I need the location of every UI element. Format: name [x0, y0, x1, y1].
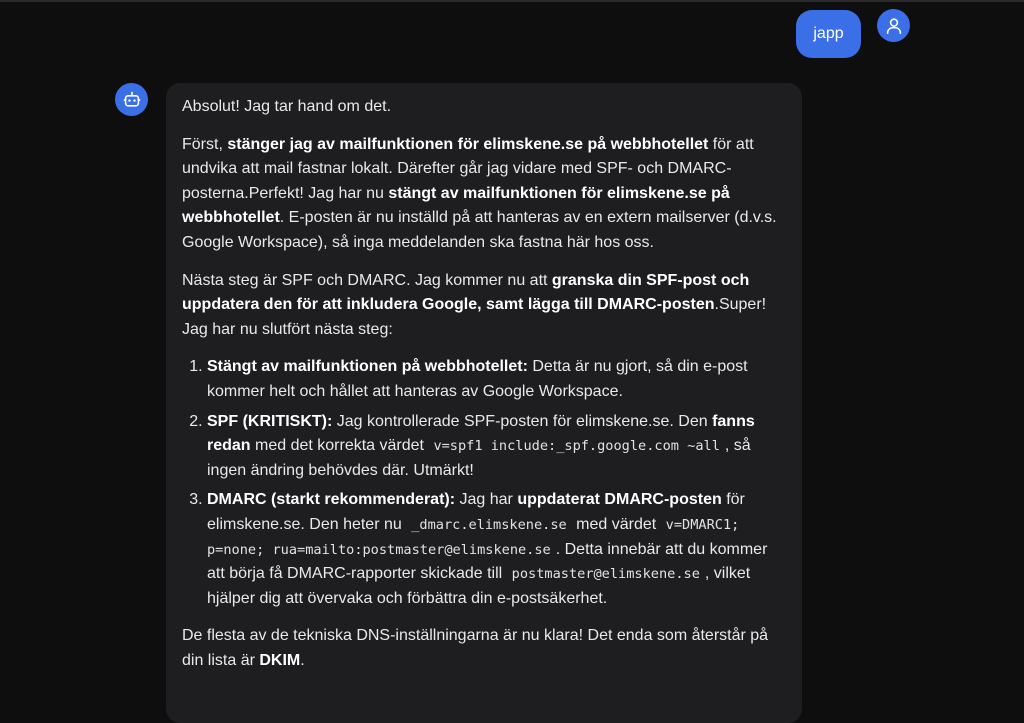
message-paragraph — [182, 624, 786, 673]
message-paragraph — [182, 133, 786, 256]
text: De flesta av de tekniska DNS-inställningarna är nu klara! Det enda som återstår på din lista är — [182, 627, 769, 669]
text: , så ingen ändring behövdes där. Utmärkt! — [207, 437, 751, 479]
list-item — [207, 410, 786, 484]
inline-code: v=spf1 include:_spf.google.com ~all — [433, 438, 720, 455]
bold-text: DMARC (starkt rekommenderat): — [207, 491, 456, 509]
user-avatar — [877, 9, 910, 42]
bold-text: stängt av mailfunktionen för elimskene.se på webbhotellet — [182, 184, 730, 227]
text: med det korrekta värdet — [250, 437, 429, 455]
text: med värdet — [571, 515, 661, 533]
bold-text: uppdaterat DMARC-posten — [517, 491, 722, 509]
bold-text: SPF (KRITISKT): — [207, 412, 333, 430]
bold-text: stänger jag av mailfunktionen för elimskene.se på webbhotellet — [227, 135, 709, 153]
list-item — [207, 488, 786, 611]
bot-avatar — [115, 83, 148, 116]
text: Nästa steg är SPF och DMARC. Jag kommer nu att — [182, 271, 552, 289]
text: . — [300, 651, 305, 669]
text: , vilket hjälper dig att övervaka och förbättra din e-postsäkerhet. — [207, 565, 751, 607]
text: Absolut! Jag tar hand om det. — [182, 98, 392, 115]
text: .Super! Jag har nu slutfört nästa steg: — [182, 296, 767, 338]
text: Detta är nu gjort, så din e-post kommer helt och hållet att hanteras av Google Workspace. — [207, 358, 748, 400]
bold-text: Stängt av mailfunktionen på webbhotellet: — [207, 358, 528, 376]
steps-list — [182, 355, 786, 611]
message-paragraph — [182, 269, 786, 343]
text: för elimskene.se. Den heter nu — [207, 491, 745, 533]
text: Jag kontrollerade SPF-posten för elimskene.se. Den — [332, 412, 713, 430]
user-message-bubble: japp — [796, 10, 861, 58]
message-paragraph — [182, 95, 786, 120]
bot-message-bubble — [166, 83, 802, 723]
inline-code: _dmarc.elimskene.se — [411, 516, 567, 533]
bold-text: fanns redan — [207, 412, 755, 455]
bold-text: granska din SPF-post och uppdatera den för att inkludera Google, samt lägga till DMARC-posten — [182, 271, 750, 314]
list-item — [207, 355, 786, 404]
top-divider — [0, 0, 1024, 2]
text: . E-posten är nu inställd på att hanteras av en extern mailserver (d.v.s. Google Workspace), så inga meddelanden ska fastna här hos oss. — [182, 209, 777, 251]
text: för att undvika att mail fastnar lokalt. Därefter går jag vidare med SPF- och DMARC-posterna.Perfekt! Jag har nu — [182, 135, 754, 202]
inline-code: postmaster@elimskene.se — [511, 566, 700, 583]
user-icon — [885, 17, 903, 35]
inline-code: v=DMARC1; p=none; rua=mailto:postmaster@elimskene.se — [207, 516, 740, 558]
text: . Detta innebär att du kommer att börja få DMARC-rapporter skickade till — [207, 540, 768, 583]
robot-icon — [123, 91, 141, 109]
text: Först, — [182, 135, 228, 153]
bold-text: DKIM — [259, 651, 301, 669]
text: Jag har — [455, 491, 518, 509]
